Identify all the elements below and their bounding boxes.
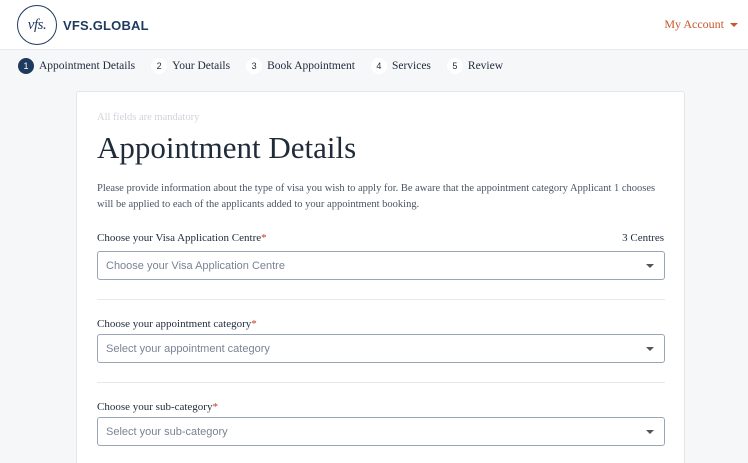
visa-centre-placeholder: Choose your Visa Application Centre — [106, 259, 285, 272]
progress-stepper — [18, 57, 519, 75]
section-divider — [97, 299, 665, 300]
step-label: Services — [391, 60, 431, 72]
appointment-category-select[interactable] — [97, 334, 665, 363]
my-account-menu[interactable] — [664, 17, 738, 32]
subcategory-label-text: Choose your sub-category — [97, 401, 213, 413]
category-field-label — [97, 318, 257, 330]
step-services[interactable] — [371, 58, 431, 74]
step-label: Your Details — [172, 60, 231, 72]
centre-field-label — [97, 232, 267, 244]
sub-category-placeholder: Select your sub-category — [106, 425, 228, 438]
chevron-down-icon — [646, 347, 654, 351]
step-number: 5 — [447, 58, 463, 74]
step-your-details[interactable] — [151, 58, 230, 74]
step-appointment-details[interactable] — [18, 58, 135, 74]
required-mark: * — [212, 401, 218, 413]
required-mark: * — [261, 232, 267, 244]
mandatory-note: All fields are mandatory — [97, 112, 200, 123]
step-number: 1 — [18, 58, 34, 74]
subcategory-field-label — [97, 401, 218, 413]
step-book-appointment[interactable] — [246, 58, 355, 74]
intro-text: Please provide information about the type of visa you wish to apply for. Be aware that the appointment category Applicant 1 chooses will be applied to each of the applicants added to your appointment booking. — [97, 183, 656, 210]
centre-count: 3 Centres — [622, 232, 664, 244]
top-header — [0, 0, 748, 50]
step-number: 2 — [151, 58, 167, 74]
logo-text: VFS.GLOBAL — [63, 17, 149, 33]
step-label: Review — [467, 60, 504, 72]
sub-category-select[interactable] — [97, 417, 665, 446]
chevron-down-icon — [646, 430, 654, 434]
category-label-text: Choose your appointment category — [97, 318, 252, 330]
section-divider — [97, 382, 665, 383]
page-title: Appointment Details — [97, 130, 357, 165]
required-mark: * — [251, 318, 257, 330]
vfs-logo[interactable] — [17, 5, 149, 45]
logo-mark-text: vfs. — [27, 16, 47, 33]
appointment-form-card — [76, 91, 685, 463]
visa-centre-select[interactable] — [97, 251, 665, 280]
appointment-category-placeholder: Select your appointment category — [106, 342, 270, 355]
step-review[interactable] — [447, 58, 503, 74]
step-number: 4 — [371, 58, 387, 74]
step-number: 3 — [246, 58, 262, 74]
step-label: Book Appointment — [267, 60, 355, 72]
vfs-logo-icon — [17, 5, 57, 45]
my-account-label: My Account — [664, 17, 724, 31]
centre-label-text: Choose your Visa Application Centre — [97, 232, 262, 244]
chevron-down-icon — [646, 264, 654, 268]
step-label: Appointment Details — [39, 60, 136, 72]
chevron-down-icon — [730, 23, 738, 27]
